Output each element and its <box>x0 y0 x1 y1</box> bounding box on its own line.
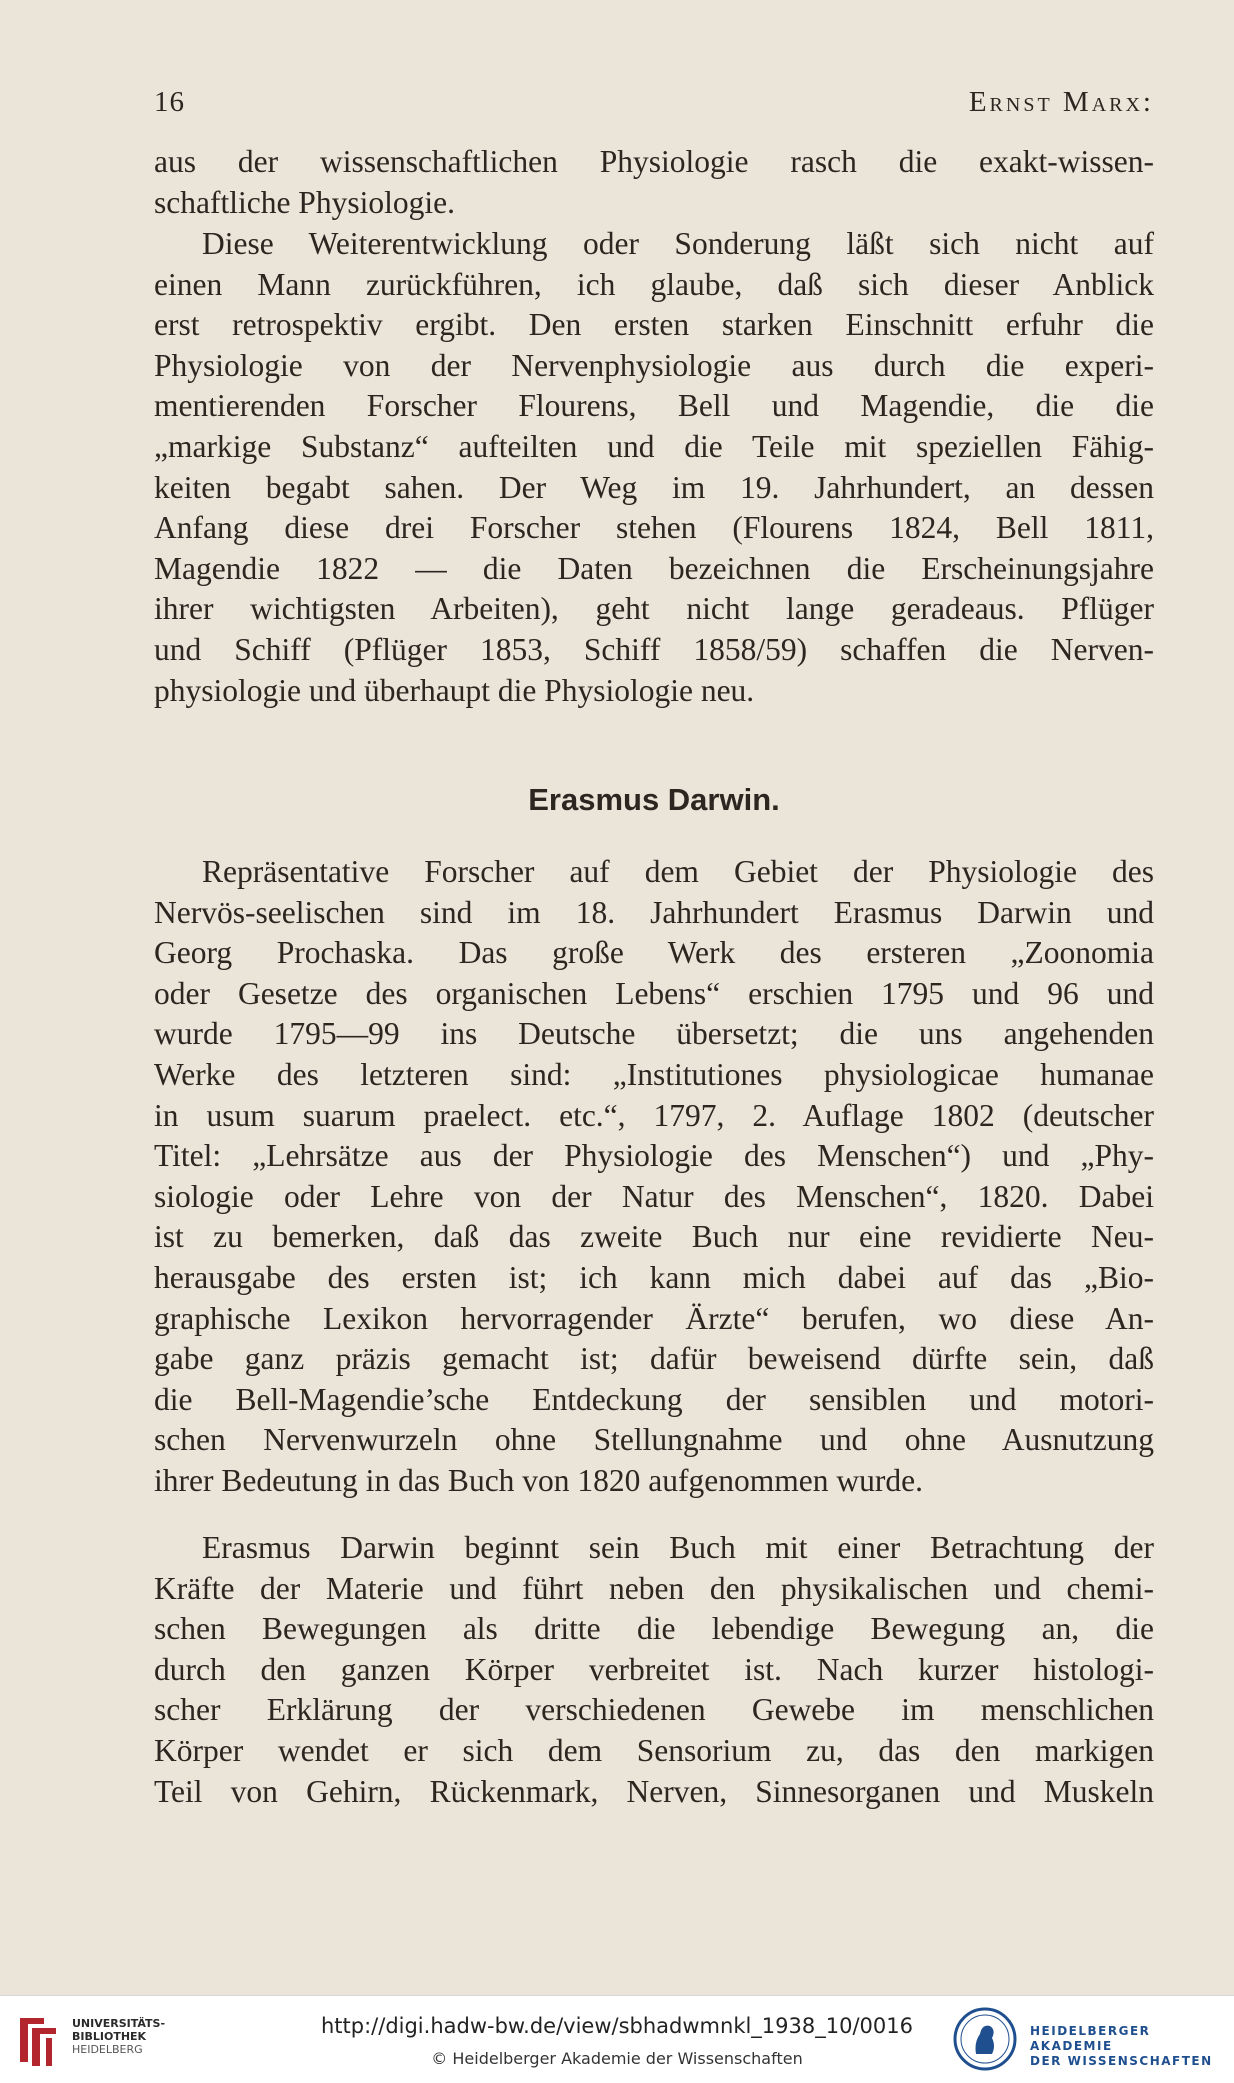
library-line-2: BIBLIOTHEK <box>72 2030 147 2043</box>
text-line: und Schiff (Pflüger 1853, Schiff 1858/59) schaffen die Nerven- <box>154 631 1154 667</box>
text-line: siologie oder Lehre von der Natur des Menschen“, 1820. Dabei <box>154 1178 1154 1214</box>
text-line: Repräsentative Forscher auf dem Gebiet der Physiologie des <box>202 854 1154 889</box>
text-line: Kräfte der Materie und führt neben den physikalischen und chemi- <box>154 1570 1154 1606</box>
text-line: Anfang diese drei Forscher stehen (Flourens 1824, Bell 1811, <box>154 510 1154 546</box>
text-line: ist zu bemerken, daß das zweite Buch nur eine revidierte Neu- <box>154 1219 1154 1255</box>
page-number: 16 <box>154 86 185 118</box>
paragraph-2 <box>154 224 1154 711</box>
text-line: herausgabe des ersten ist; ich kann mich dabei auf das „Bio- <box>154 1259 1154 1295</box>
section-heading: Erasmus Darwin. <box>528 782 780 817</box>
permalink-url[interactable]: http://digi.hadw-bw.de/view/sbhadwmnkl_1938_10/0016 <box>320 2014 913 2038</box>
text-line: Körper wendet er sich dem Sensorium zu, das den markigen <box>154 1732 1154 1768</box>
text-line: gabe ganz präzis gemacht ist; dafür beweisend dürfte sein, daß <box>154 1341 1154 1377</box>
text-line: erst retrospektiv ergibt. Den ersten starken Einschnitt erfuhr die <box>154 307 1154 343</box>
text-line: Georg Prochaska. Das große Werk des ersteren „Zoonomia <box>154 935 1154 971</box>
text-line: Erasmus Darwin beginnt sein Buch mit einer Betrachtung der <box>202 1530 1154 1565</box>
text-line: schen Bewegungen als dritte die lebendige Bewegung an, die <box>154 1611 1154 1647</box>
author-running-head: Ernst Marx: <box>968 86 1154 118</box>
academy-label <box>1030 2024 1234 2069</box>
text-line: Titel: „Lehrsätze aus der Physiologie des Menschen“) und „Phy- <box>154 1138 1154 1174</box>
text-line: ihrer wichtigsten Arbeiten), geht nicht lange geradeaus. Pflüger <box>154 591 1154 627</box>
library-line-1: UNIVERSITÄTS- <box>72 2017 166 2030</box>
text-line: schen Nervenwurzeln ohne Stellungnahme und ohne Ausnutzung <box>154 1422 1154 1458</box>
text-line: scher Erklärung der verschiedenen Gewebe im menschlichen <box>154 1692 1154 1728</box>
text-line: in usum suarum praelect. etc.“, 1797, 2. Auflage 1802 (deutscher <box>154 1097 1154 1133</box>
text-line: Magendie 1822 — die Daten bezeichnen die Erscheinungsjahre <box>154 550 1154 586</box>
academy-line-1: HEIDELBERGER AKADEMIE <box>1030 2024 1151 2053</box>
text-line: die Bell-Magendie’sche Entdeckung der sensiblen und motori- <box>154 1381 1154 1417</box>
text-line: keiten begabt sahen. Der Weg im 19. Jahrhundert, an dessen <box>154 469 1154 505</box>
text-line: wurde 1795—99 ins Deutsche übersetzt; die uns angehenden <box>154 1016 1154 1052</box>
copyright-notice: © Heidelberger Akademie der Wissenschaften <box>431 2049 803 2068</box>
text-line: ihrer Bedeutung in das Buch von 1820 aufgenommen wurde. <box>154 1462 923 1498</box>
paragraph-3 <box>154 852 1154 1502</box>
text-line: oder Gesetze des organischen Lebens“ erschien 1795 und 96 und <box>154 975 1154 1011</box>
viewer-footer <box>0 1995 1234 2083</box>
text-line: Nervös-seelischen sind im 18. Jahrhundert Erasmus Darwin und <box>154 894 1154 930</box>
text-line: aus der wissenschaftlichen Physiologie rasch die exakt-wissen- <box>154 144 1154 179</box>
running-head <box>154 86 1154 126</box>
library-city: HEIDELBERG <box>72 2043 143 2056</box>
text-line: graphische Lexikon hervorragender Ärzte“ berufen, wo diese An- <box>154 1300 1154 1336</box>
text-line: einen Mann zurückführen, ich glaube, daß sich dieser Anblick <box>154 266 1154 302</box>
paragraph-1 <box>154 142 1154 223</box>
text-line: Werke des letzteren sind: „Institutiones physiologicae humanae <box>154 1056 1154 1092</box>
text-line: mentierenden Forscher Flourens, Bell und Magendie, die die <box>154 388 1154 424</box>
text-line: physiologie und überhaupt die Physiologie neu. <box>154 672 755 708</box>
text-line: Physiologie von der Nervenphysiologie aus durch die experi- <box>154 347 1154 383</box>
text-line: durch den ganzen Körper verbreitet ist. Nach kurzer histologi- <box>154 1651 1154 1687</box>
text-line: schaftliche Physiologie. <box>154 184 455 220</box>
academy-line-2: DER WISSENSCHAFTEN <box>1030 2054 1213 2068</box>
text-line: Teil von Gehirn, Rückenmark, Nerven, Sinnesorganen und Muskeln <box>154 1773 1154 1809</box>
text-line: „markige Substanz“ aufteilten und die Teile mit speziellen Fähig- <box>154 428 1154 464</box>
paragraph-4 <box>154 1528 1154 1812</box>
text-line: Diese Weiterentwicklung oder Sonderung läßt sich nicht auf <box>202 226 1154 261</box>
academy-seal-icon <box>952 2006 1018 2072</box>
